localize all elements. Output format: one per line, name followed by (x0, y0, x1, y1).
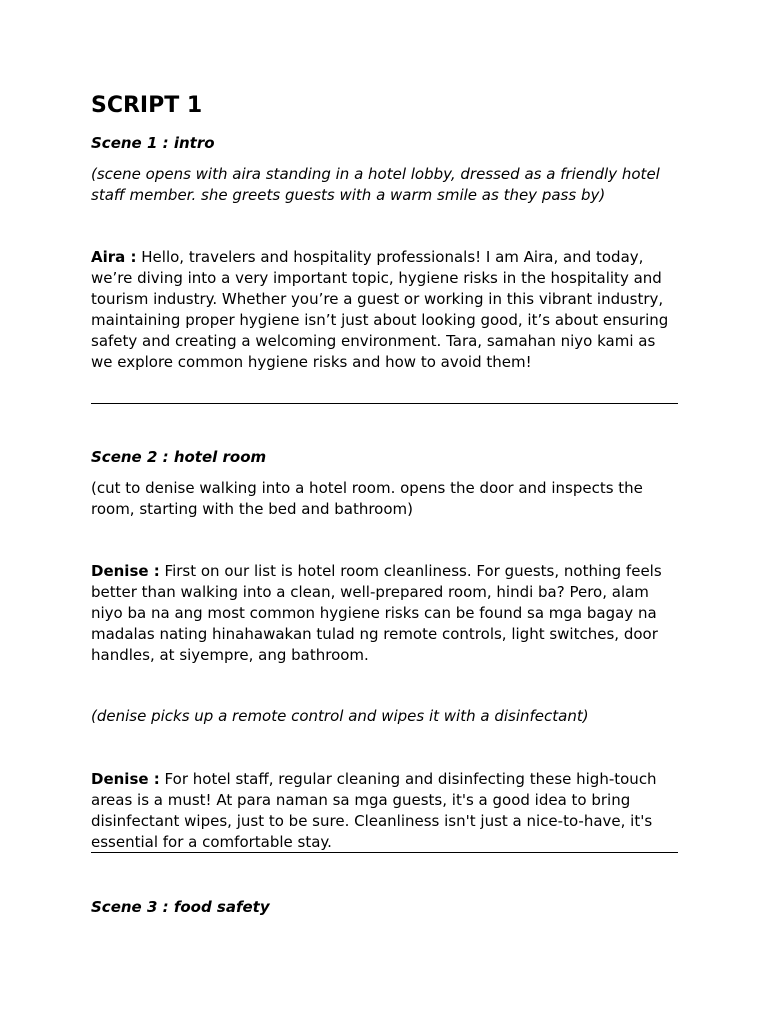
denise-dialogue-1 (91, 561, 678, 666)
scene-2-direction: (cut to denise walking into a hotel room. opens the door and inspects the room, starting with the bed and bathroom) (91, 479, 643, 518)
divider-line (91, 852, 678, 853)
scene-1-heading: Scene 1 : intro (91, 134, 215, 152)
scene-2-direction-2: (denise picks up a remote control and wipes it with a disinfectant) (91, 707, 589, 725)
dialogue-text: First on our list is hotel room cleanliness. For guests, nothing feels better than walking into a clean, well-prepared room, hindi ba? Pero, alam niyo ba na ang most common hygiene risks can be found sa mga bagay na madalas nating hinahawakan tulad ng remote controls, light switches, door handles, at siyempre, ang bathroom. (91, 562, 662, 664)
aira-dialogue (91, 247, 678, 373)
document-title: SCRIPT 1 (91, 93, 203, 118)
denise-dialogue-2 (91, 769, 678, 853)
speaker-name: Denise : (91, 562, 160, 580)
dialogue-text: For hotel staff, regular cleaning and disinfecting these high-touch areas is a must! At para naman sa mga guests, it's a good idea to bring disinfectant wipes, just to be sure. Cleanliness isn't just a nice-to-have, it's essential for a comfortable stay. (91, 770, 657, 851)
dialogue-text: Hello, travelers and hospitality professionals! I am Aira, and today, we’re diving into a very important topic, hygiene risks in the hospitality and tourism industry. Whether you’re a guest or working in this vibrant industry, maintaining proper hygiene isn’t just about looking good, it’s about ensuring safety and creating a welcoming environment. Tara, samahan niyo kami as we explore common hygiene risks and how to avoid them! (91, 248, 669, 371)
scene-1-direction: (scene opens with aira standing in a hotel lobby, dressed as a friendly hotel staff member. she greets guests with a warm smile as they pass by) (91, 165, 660, 204)
speaker-name: Denise : (91, 770, 160, 788)
speaker-name: Aira : (91, 248, 137, 266)
divider-line (91, 403, 678, 404)
scene-2-heading: Scene 2 : hotel room (91, 448, 267, 466)
scene-3-heading: Scene 3 : food safety (91, 898, 270, 916)
